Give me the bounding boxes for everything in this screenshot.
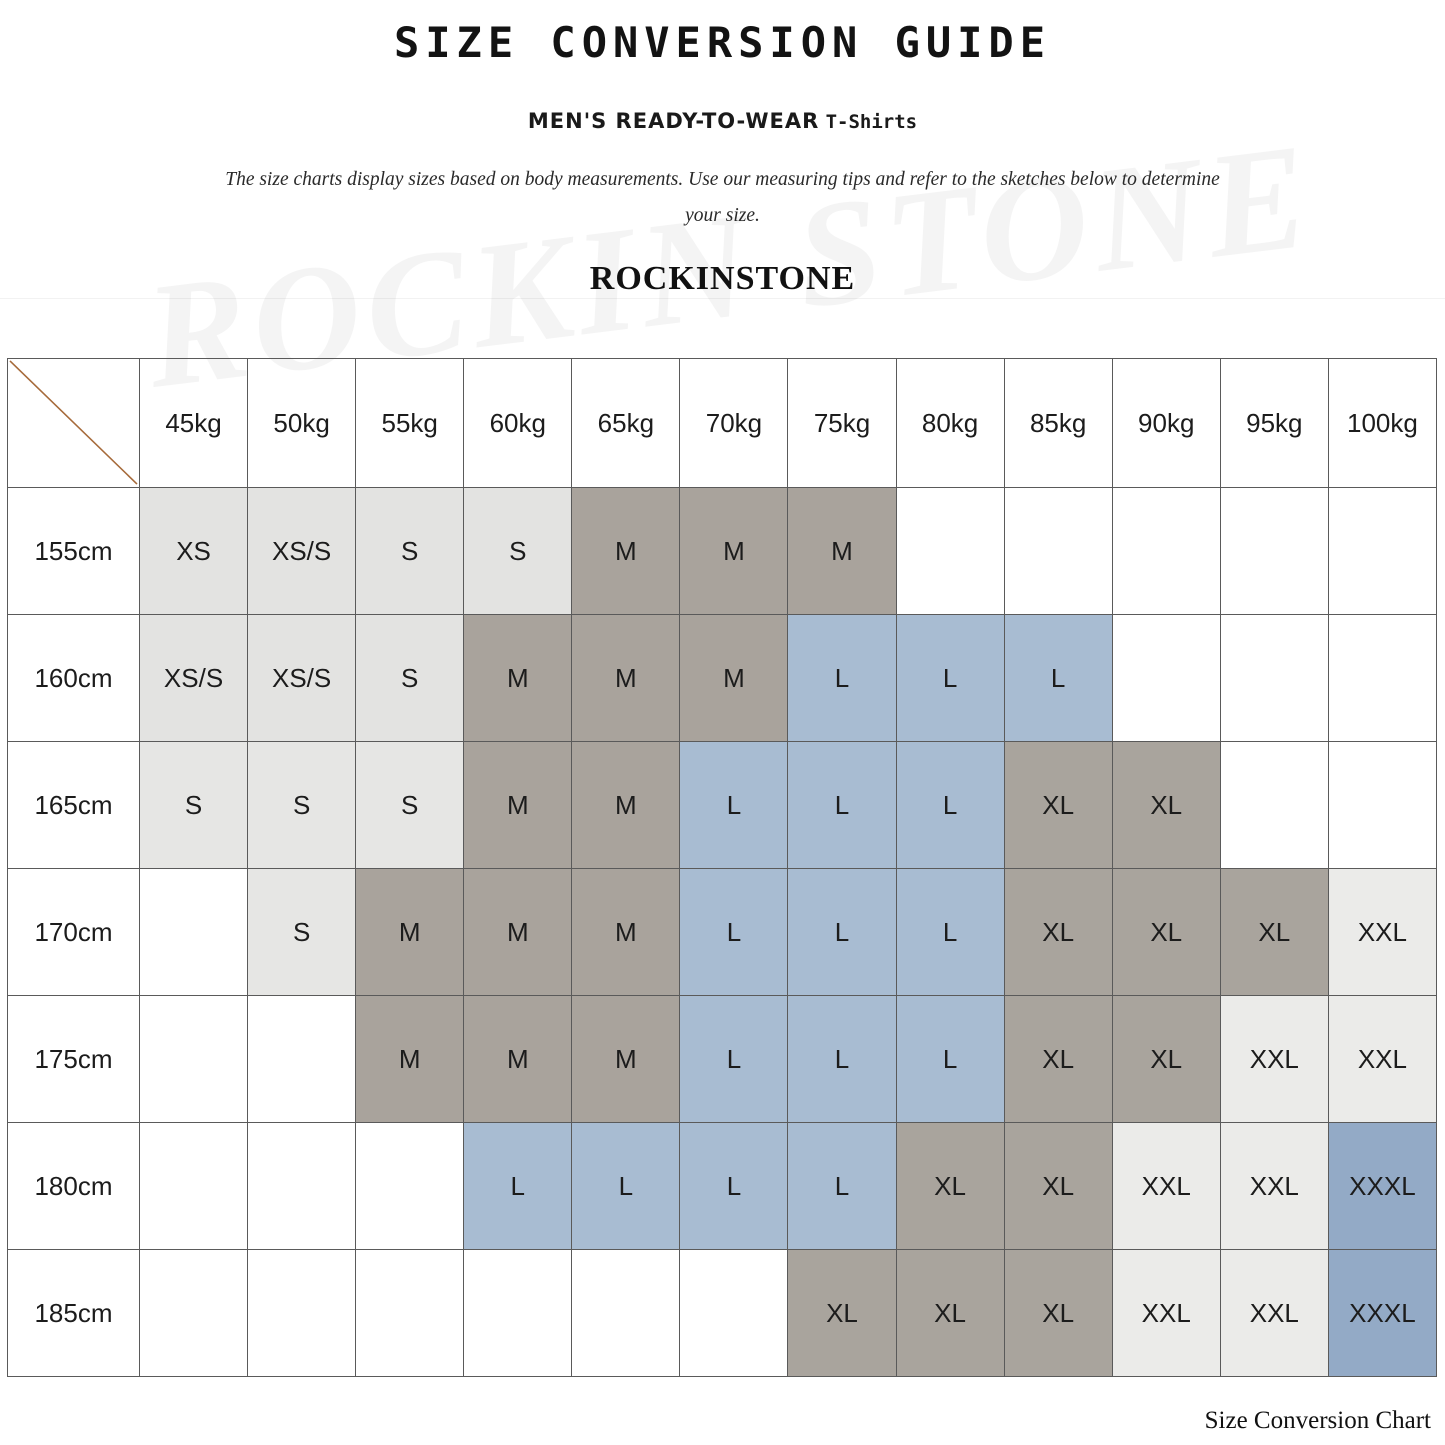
size-cell-r3-c4: M [572, 869, 680, 996]
size-cell-r1-c1: XS/S [248, 615, 356, 742]
size-cell-r2-c0: S [140, 742, 248, 869]
size-cell-r0-c3: S [464, 488, 572, 615]
subtitle-item: T-Shirts [825, 111, 918, 133]
size-cell-r1-c8: L [1004, 615, 1112, 742]
size-cell-r6-c2 [356, 1250, 464, 1377]
size-cell-r1-c5: M [680, 615, 788, 742]
col-header-weight-2: 55kg [356, 359, 464, 488]
size-cell-r1-c9 [1112, 615, 1220, 742]
col-header-weight-6: 75kg [788, 359, 896, 488]
col-header-weight-3: 60kg [464, 359, 572, 488]
size-cell-r4-c11: XXL [1328, 996, 1436, 1123]
size-cell-r1-c0: XS/S [140, 615, 248, 742]
size-cell-r5-c2 [356, 1123, 464, 1250]
size-cell-r6-c10: XXL [1220, 1250, 1328, 1377]
size-cell-r4-c9: XL [1112, 996, 1220, 1123]
size-cell-r2-c10 [1220, 742, 1328, 869]
size-cell-r3-c10: XL [1220, 869, 1328, 996]
page-content [0, 0, 1445, 298]
col-header-weight-0: 45kg [140, 359, 248, 488]
chart-caption: Size Conversion Chart [1204, 1407, 1431, 1434]
table-row [8, 1250, 1437, 1377]
row-header-height-4: 175cm [8, 996, 140, 1123]
size-cell-r1-c10 [1220, 615, 1328, 742]
size-cell-r0-c11 [1328, 488, 1436, 615]
size-cell-r5-c9: XXL [1112, 1123, 1220, 1250]
size-cell-r5-c10: XXL [1220, 1123, 1328, 1250]
size-cell-r6-c11: XXXL [1328, 1250, 1436, 1377]
size-cell-r3-c6: L [788, 869, 896, 996]
size-cell-r6-c3 [464, 1250, 572, 1377]
subtitle-category: MEN'S READY-TO-WEAR [527, 109, 820, 133]
size-cell-r3-c8: XL [1004, 869, 1112, 996]
col-header-weight-8: 85kg [1004, 359, 1112, 488]
table-body [8, 488, 1437, 1377]
size-cell-r3-c1: S [248, 869, 356, 996]
size-cell-r2-c6: L [788, 742, 896, 869]
row-header-height-6: 185cm [8, 1250, 140, 1377]
size-cell-r6-c6: XL [788, 1250, 896, 1377]
size-cell-r2-c5: L [680, 742, 788, 869]
size-cell-r4-c2: M [356, 996, 464, 1123]
size-cell-r3-c5: L [680, 869, 788, 996]
size-cell-r4-c5: L [680, 996, 788, 1123]
size-cell-r3-c3: M [464, 869, 572, 996]
size-cell-r1-c11 [1328, 615, 1436, 742]
row-header-height-1: 160cm [8, 615, 140, 742]
size-cell-r6-c4 [572, 1250, 680, 1377]
diagonal-slash-icon [8, 359, 139, 486]
size-cell-r2-c1: S [248, 742, 356, 869]
page-title: SIZE CONVERSION GUIDE [393, 18, 1051, 67]
col-header-weight-10: 95kg [1220, 359, 1328, 488]
col-header-weight-1: 50kg [248, 359, 356, 488]
size-cell-r6-c9: XXL [1112, 1250, 1220, 1377]
size-cell-r5-c6: L [788, 1123, 896, 1250]
table-row [8, 615, 1437, 742]
size-cell-r0-c6: M [788, 488, 896, 615]
size-cell-r4-c0 [140, 996, 248, 1123]
size-cell-r0-c9 [1112, 488, 1220, 615]
size-cell-r4-c10: XXL [1220, 996, 1328, 1123]
size-conversion-table [7, 358, 1437, 1377]
size-cell-r0-c0: XS [140, 488, 248, 615]
size-cell-r0-c5: M [680, 488, 788, 615]
size-cell-r3-c11: XXL [1328, 869, 1436, 996]
size-cell-r5-c8: XL [1004, 1123, 1112, 1250]
size-cell-r5-c11: XXXL [1328, 1123, 1436, 1250]
size-cell-r4-c7: L [896, 996, 1004, 1123]
table-row [8, 996, 1437, 1123]
table-row [8, 1123, 1437, 1250]
size-cell-r6-c1 [248, 1250, 356, 1377]
row-header-height-3: 170cm [8, 869, 140, 996]
size-cell-r0-c8 [1004, 488, 1112, 615]
size-cell-r6-c0 [140, 1250, 248, 1377]
size-cell-r2-c2: S [356, 742, 464, 869]
size-cell-r6-c8: XL [1004, 1250, 1112, 1377]
size-cell-r1-c6: L [788, 615, 896, 742]
size-cell-r4-c6: L [788, 996, 896, 1123]
size-cell-r5-c0 [140, 1123, 248, 1250]
page-subtitle [0, 109, 1445, 134]
col-header-weight-11: 100kg [1328, 359, 1436, 488]
size-cell-r5-c5: L [680, 1123, 788, 1250]
col-header-weight-9: 90kg [1112, 359, 1220, 488]
size-cell-r3-c2: M [356, 869, 464, 996]
size-cell-r2-c9: XL [1112, 742, 1220, 869]
table-header [8, 359, 1437, 488]
table-row [8, 869, 1437, 996]
col-header-weight-4: 65kg [572, 359, 680, 488]
size-cell-r3-c0 [140, 869, 248, 996]
size-cell-r1-c7: L [896, 615, 1004, 742]
size-cell-r0-c4: M [572, 488, 680, 615]
size-cell-r6-c7: XL [896, 1250, 1004, 1377]
watermark-divider-line [0, 298, 1445, 299]
size-cell-r2-c4: M [572, 742, 680, 869]
size-cell-r3-c9: XL [1112, 869, 1220, 996]
size-cell-r5-c7: XL [896, 1123, 1004, 1250]
size-cell-r1-c4: M [572, 615, 680, 742]
size-cell-r2-c7: L [896, 742, 1004, 869]
size-cell-r4-c1 [248, 996, 356, 1123]
size-cell-r5-c3: L [464, 1123, 572, 1250]
size-cell-r2-c8: XL [1004, 742, 1112, 869]
size-cell-r0-c10 [1220, 488, 1328, 615]
table-row [8, 742, 1437, 869]
page-description: The size charts display sizes based on body measurements. Use our measuring tips and refer to the sketches below to determine your size. [225, 169, 1220, 227]
brand-name: ROCKINSTONE [589, 260, 856, 298]
table-header-row [8, 359, 1437, 488]
table-corner-cell [8, 359, 140, 488]
size-cell-r1-c2: S [356, 615, 464, 742]
table-row [8, 488, 1437, 615]
size-cell-r2-c3: M [464, 742, 572, 869]
size-cell-r1-c3: M [464, 615, 572, 742]
col-header-weight-5: 70kg [680, 359, 788, 488]
size-cell-r5-c4: L [572, 1123, 680, 1250]
size-cell-r0-c1: XS/S [248, 488, 356, 615]
size-cell-r2-c11 [1328, 742, 1436, 869]
row-header-height-2: 165cm [8, 742, 140, 869]
row-header-height-0: 155cm [8, 488, 140, 615]
col-header-weight-7: 80kg [896, 359, 1004, 488]
size-cell-r0-c2: S [356, 488, 464, 615]
size-cell-r6-c5 [680, 1250, 788, 1377]
row-header-height-5: 180cm [8, 1123, 140, 1250]
size-cell-r3-c7: L [896, 869, 1004, 996]
size-cell-r5-c1 [248, 1123, 356, 1250]
size-cell-r0-c7 [896, 488, 1004, 615]
size-cell-r4-c4: M [572, 996, 680, 1123]
size-cell-r4-c3: M [464, 996, 572, 1123]
size-cell-r4-c8: XL [1004, 996, 1112, 1123]
